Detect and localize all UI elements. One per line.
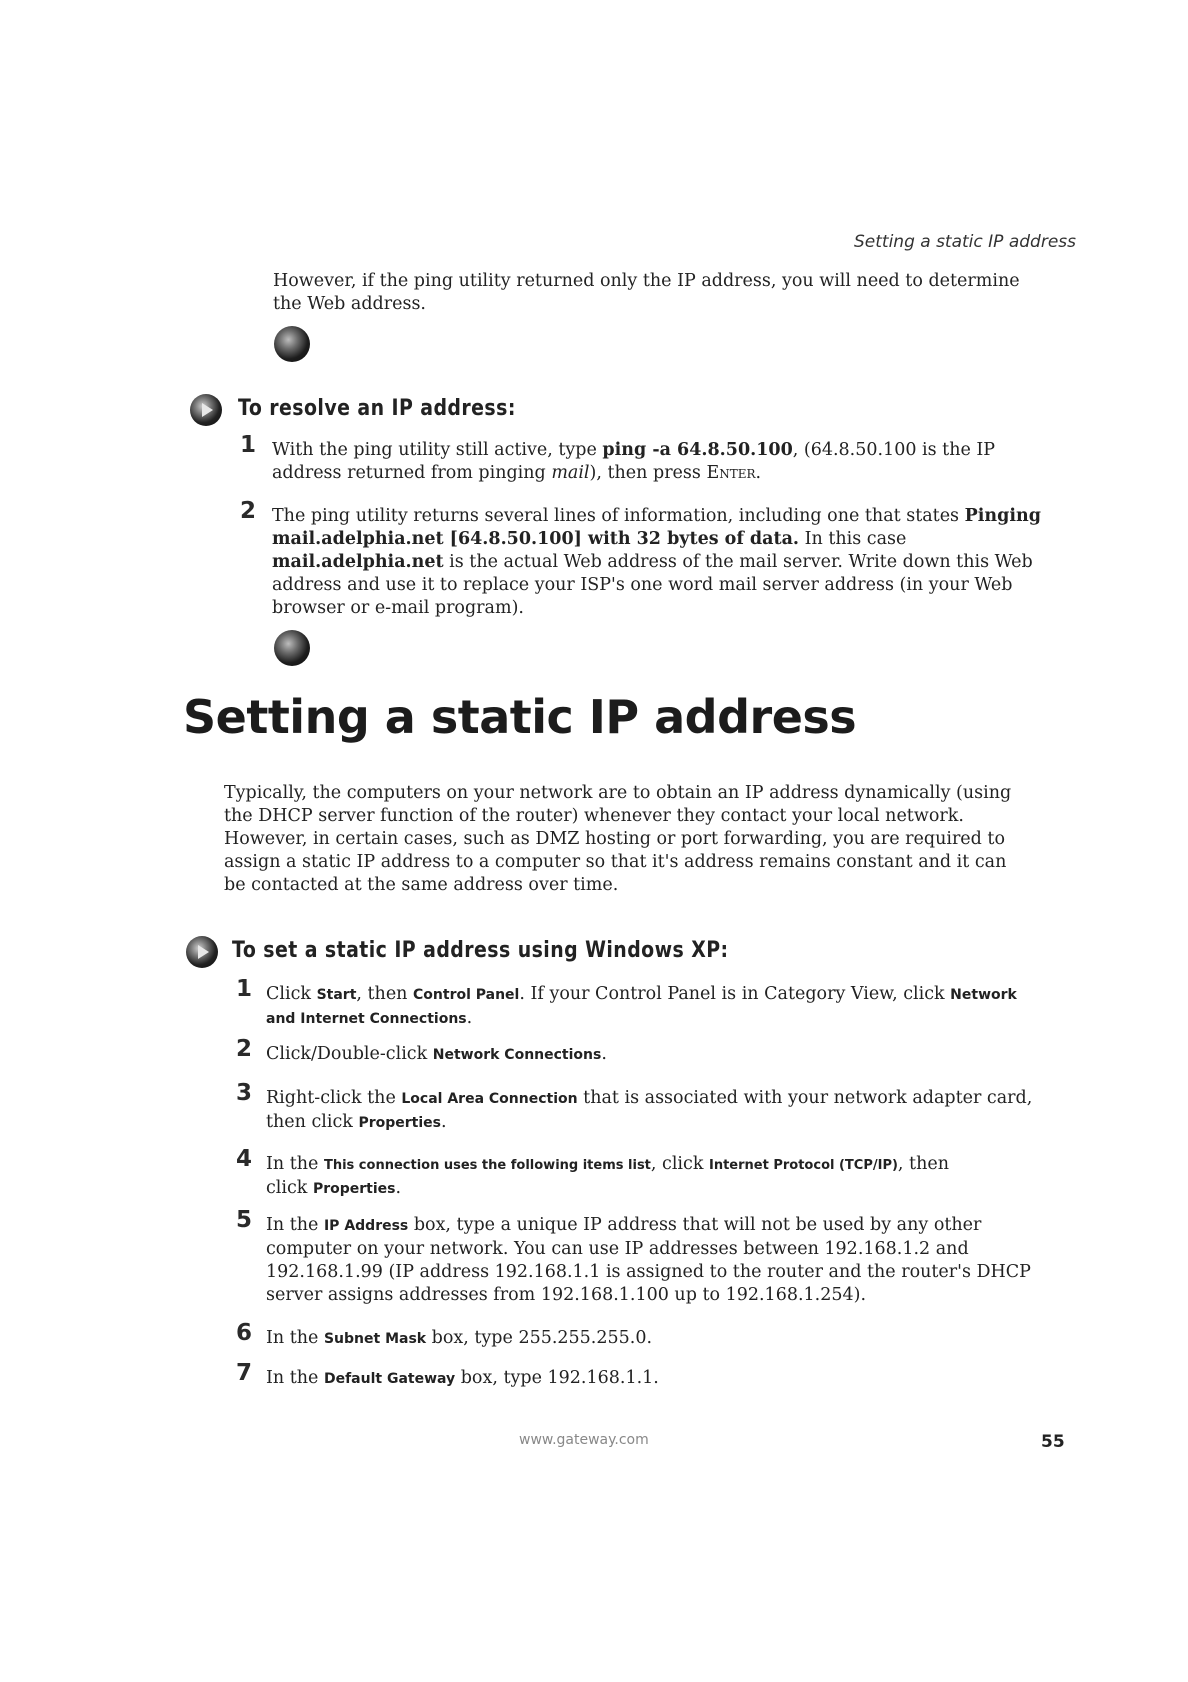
page-number: 55 [1041,1432,1065,1452]
step-number: 4 [236,1146,253,1172]
xp-step-1-text: Click Start, then Control Panel. If your Control Panel is in Category View, click Network and Internet Connections. [266,984,1017,1028]
step-number: 1 [236,976,253,1002]
ping-command: ping -a 64.8.50.100 [602,440,793,460]
procedure-arrow-icon [186,936,218,968]
step-number: 2 [236,1036,253,1062]
intro-paragraph [273,270,1073,316]
step-number: 6 [236,1320,253,1346]
step-number: 1 [240,432,257,458]
enter-key: Enter [706,463,756,483]
procedure-heading-resolve: To resolve an IP address: [238,396,516,421]
xp-step-6-text: In the Subnet Mask box, type 255.255.255.0. [266,1328,653,1348]
end-of-procedure-icon [274,630,310,666]
xp-step-3-text: Right-click the Local Area Connection that is associated with your network adapter card, then click Properties. [266,1088,1033,1132]
procedure-heading-static-ip: To set a static IP address using Windows XP: [232,938,729,963]
running-head: Setting a static IP address [853,232,1076,252]
xp-step-2-text: Click/Double-click Network Connections. [266,1044,607,1064]
section-title: Setting a static IP address [183,690,857,744]
step-number: 7 [236,1360,253,1386]
step-number: 2 [240,498,257,524]
xp-step-4-text: In the This connection uses the following items list, click Internet Protocol (TCP/IP), then click Properties. [266,1154,949,1198]
step-2-text: The ping utility returns several lines of information, including one that states Pinging mail.adelphia.net [64.8.50.100] with 32 bytes of data. In this case mail.adelphia.net is the actual Web address of the mail server. Write down this Web address and use it to replace your ISP's one word mail server address (in your Web browser or e-mail program). [272,506,1041,618]
footer-website-link[interactable]: www.gateway.com [519,1432,649,1448]
xp-step-5-text: In the IP Address box, type a unique IP address that will not be used by any other computer on your network. You can use IP addresses between 192.168.1.2 and 192.168.1.99 (IP address 192.168.1.1 is assigned to the router and the router's DHCP server assigns addresses from 192.168.1.100 up to 192.168.1.254). [266,1215,1031,1305]
step-1-text: With the ping utility still active, type ping -a 64.8.50.100, (64.8.50.100 is the IP address returned from pinging mail), then press Enter. [272,440,996,483]
intro-line-1: However, if the ping utility returned only the IP address, you will need to determine [273,271,1020,291]
step-number: 5 [236,1207,253,1233]
step-number: 3 [236,1080,253,1106]
end-of-procedure-icon [274,326,310,362]
xp-step-7-text: In the Default Gateway box, type 192.168.1.1. [266,1368,659,1388]
procedure-arrow-icon [190,394,222,426]
intro-line-2: the Web address. [273,294,426,314]
section-intro-paragraph: Typically, the computers on your network are to obtain an IP address dynamically (using the DHCP server function of the router) whenever they contact your local network. However, in certain cases, such as DMZ hosting or port forwarding, you are required to assign a static IP address to a computer so that it's address remains constant and it can be contacted at the same address over time. [224,783,1012,895]
